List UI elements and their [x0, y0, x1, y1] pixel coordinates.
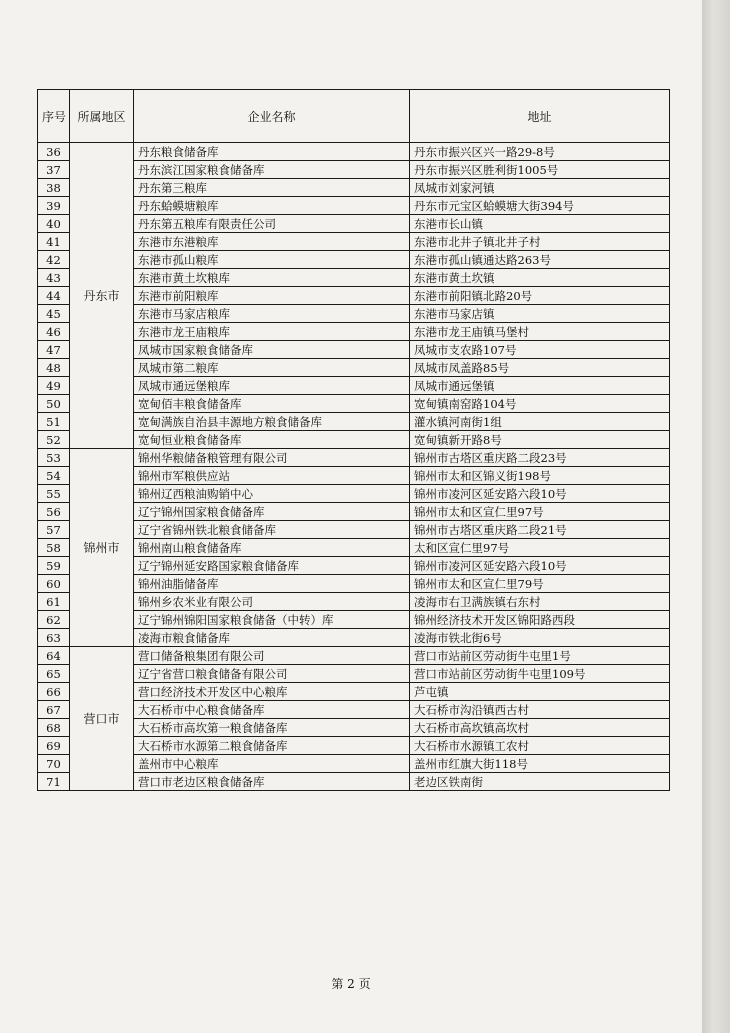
- row-number: 46: [38, 323, 70, 341]
- row-number: 67: [38, 701, 70, 719]
- row-number: 63: [38, 629, 70, 647]
- row-number: 62: [38, 611, 70, 629]
- page-number: 第 2 页: [331, 977, 371, 991]
- enterprise-name: 东港市孤山粮库: [134, 251, 410, 269]
- enterprise-address: 老边区铁南街: [410, 773, 670, 791]
- enterprise-name: 丹东第三粮库: [134, 179, 410, 197]
- row-number: 38: [38, 179, 70, 197]
- enterprise-name: 东港市龙王庙粮库: [134, 323, 410, 341]
- enterprise-name: 辽宁锦州国家粮食储备库: [134, 503, 410, 521]
- enterprise-address: 营口市站前区劳动街牛屯里109号: [410, 665, 670, 683]
- row-number: 53: [38, 449, 70, 467]
- enterprise-address: 凤城市支农路107号: [410, 341, 670, 359]
- enterprise-address: 营口市站前区劳动街牛屯里1号: [410, 647, 670, 665]
- enterprise-name: 东港市马家店粮库: [134, 305, 410, 323]
- enterprise-address: 大石桥市高坎镇高坎村: [410, 719, 670, 737]
- enterprise-address: 东港市长山镇: [410, 215, 670, 233]
- header-region: 所属地区: [70, 90, 134, 143]
- enterprise-name: 东港市黄土坎粮库: [134, 269, 410, 287]
- enterprise-name: 大石桥市高坎第一粮食储备库: [134, 719, 410, 737]
- enterprise-name: 辽宁锦州锦阳国家粮食储备（中转）库: [134, 611, 410, 629]
- header-no: 序号: [38, 90, 70, 143]
- enterprise-address: 盖州市红旗大街118号: [410, 755, 670, 773]
- table-row: [38, 647, 670, 665]
- enterprise-address: 凤城市刘家河镇: [410, 179, 670, 197]
- row-number: 66: [38, 683, 70, 701]
- row-number: 36: [38, 143, 70, 161]
- enterprise-address: 锦州市凌河区延安路六段10号: [410, 557, 670, 575]
- enterprise-address: 锦州市凌河区延安路六段10号: [410, 485, 670, 503]
- enterprise-address: 锦州市太和区宣仁里79号: [410, 575, 670, 593]
- row-number: 50: [38, 395, 70, 413]
- row-number: 51: [38, 413, 70, 431]
- enterprise-name: 辽宁锦州延安路国家粮食储备库: [134, 557, 410, 575]
- row-number: 56: [38, 503, 70, 521]
- enterprise-name: 丹东滨江国家粮食储备库: [134, 161, 410, 179]
- enterprise-address: 东港市马家店镇: [410, 305, 670, 323]
- table-row: [38, 143, 670, 161]
- enterprise-address: 锦州市古塔区重庆路二段23号: [410, 449, 670, 467]
- row-number: 71: [38, 773, 70, 791]
- row-number: 59: [38, 557, 70, 575]
- enterprise-table: [37, 89, 670, 791]
- enterprise-address: 宽甸镇新开路8号: [410, 431, 670, 449]
- enterprise-name: 锦州南山粮食储备库: [134, 539, 410, 557]
- enterprise-name: 营口储备粮集团有限公司: [134, 647, 410, 665]
- enterprise-address: 凌海市铁北街6号: [410, 629, 670, 647]
- row-number: 47: [38, 341, 70, 359]
- region-cell: 锦州市: [70, 449, 134, 647]
- enterprise-address: 锦州经济技术开发区锦阳路西段: [410, 611, 670, 629]
- enterprise-address: 东港市孤山镇通达路263号: [410, 251, 670, 269]
- enterprise-name: 锦州辽西粮油购销中心: [134, 485, 410, 503]
- enterprise-name: 盖州市中心粮库: [134, 755, 410, 773]
- row-number: 42: [38, 251, 70, 269]
- next-page-edge: [702, 0, 730, 1033]
- enterprise-name: 大石桥市中心粮食储备库: [134, 701, 410, 719]
- enterprise-name: 营口经济技术开发区中心粮库: [134, 683, 410, 701]
- enterprise-name: 辽宁省锦州铁北粮食储备库: [134, 521, 410, 539]
- row-number: 57: [38, 521, 70, 539]
- enterprise-address: 凤城市通远堡镇: [410, 377, 670, 395]
- row-number: 55: [38, 485, 70, 503]
- enterprise-name: 锦州华粮储备粮管理有限公司: [134, 449, 410, 467]
- enterprise-name: 东港市东港粮库: [134, 233, 410, 251]
- enterprise-address: 东港市前阳镇北路20号: [410, 287, 670, 305]
- row-number: 64: [38, 647, 70, 665]
- region-cell: 丹东市: [70, 143, 134, 449]
- enterprise-name: 锦州乡农米业有限公司: [134, 593, 410, 611]
- enterprise-name: 营口市老边区粮食储备库: [134, 773, 410, 791]
- enterprise-address: 凌海市右卫满族镇右东村: [410, 593, 670, 611]
- row-number: 39: [38, 197, 70, 215]
- enterprise-name: 东港市前阳粮库: [134, 287, 410, 305]
- enterprise-address: 锦州市太和区锦义街198号: [410, 467, 670, 485]
- row-number: 68: [38, 719, 70, 737]
- row-number: 41: [38, 233, 70, 251]
- enterprise-address: 大石桥市水源镇工农村: [410, 737, 670, 755]
- row-number: 48: [38, 359, 70, 377]
- enterprise-address: 东港市黄土坎镇: [410, 269, 670, 287]
- enterprise-name: 丹东蛤蟆塘粮库: [134, 197, 410, 215]
- row-number: 65: [38, 665, 70, 683]
- row-number: 69: [38, 737, 70, 755]
- enterprise-address: 太和区宣仁里97号: [410, 539, 670, 557]
- enterprise-address: 宽甸镇南窑路104号: [410, 395, 670, 413]
- table-row: [38, 449, 670, 467]
- enterprise-address: 丹东市元宝区蛤蟆塘大街394号: [410, 197, 670, 215]
- region-cell: 营口市: [70, 647, 134, 791]
- row-number: 52: [38, 431, 70, 449]
- row-number: 54: [38, 467, 70, 485]
- enterprise-address: 东港市龙王庙镇马堡村: [410, 323, 670, 341]
- enterprise-address: 灌水镇河南街1组: [410, 413, 670, 431]
- row-number: 49: [38, 377, 70, 395]
- row-number: 60: [38, 575, 70, 593]
- row-number: 44: [38, 287, 70, 305]
- enterprise-name: 凤城市通远堡粮库: [134, 377, 410, 395]
- enterprise-name: 辽宁省营口粮食储备有限公司: [134, 665, 410, 683]
- enterprise-name: 锦州市军粮供应站: [134, 467, 410, 485]
- enterprise-name: 大石桥市水源第二粮食储备库: [134, 737, 410, 755]
- enterprise-name: 丹东第五粮库有限责任公司: [134, 215, 410, 233]
- enterprise-address: 丹东市振兴区胜利街1005号: [410, 161, 670, 179]
- table-body: [38, 143, 670, 791]
- table-header-row: [38, 90, 670, 143]
- row-number: 58: [38, 539, 70, 557]
- enterprise-address: 大石桥市沟沿镇西古村: [410, 701, 670, 719]
- header-enterprise-name: 企业名称: [134, 90, 410, 143]
- enterprise-address: 丹东市振兴区兴一路29-8号: [410, 143, 670, 161]
- row-number: 40: [38, 215, 70, 233]
- enterprise-address: 锦州市太和区宣仁里97号: [410, 503, 670, 521]
- enterprise-name: 凌海市粮食储备库: [134, 629, 410, 647]
- row-number: 70: [38, 755, 70, 773]
- enterprise-name: 锦州油脂储备库: [134, 575, 410, 593]
- row-number: 45: [38, 305, 70, 323]
- enterprise-name: 凤城市第二粮库: [134, 359, 410, 377]
- enterprise-address: 锦州市古塔区重庆路二段21号: [410, 521, 670, 539]
- enterprise-name: 宽甸恒业粮食储备库: [134, 431, 410, 449]
- row-number: 37: [38, 161, 70, 179]
- enterprise-name: 凤城市国家粮食储备库: [134, 341, 410, 359]
- enterprise-address: 东港市北井子镇北井子村: [410, 233, 670, 251]
- enterprise-address: 芦屯镇: [410, 683, 670, 701]
- enterprise-name: 宽甸满族自治县丰源地方粮食储备库: [134, 413, 410, 431]
- enterprise-name: 宽甸佰丰粮食储备库: [134, 395, 410, 413]
- row-number: 61: [38, 593, 70, 611]
- header-address: 地址: [410, 90, 670, 143]
- row-number: 43: [38, 269, 70, 287]
- enterprise-name: 丹东粮食储备库: [134, 143, 410, 161]
- enterprise-address: 凤城市凤盖路85号: [410, 359, 670, 377]
